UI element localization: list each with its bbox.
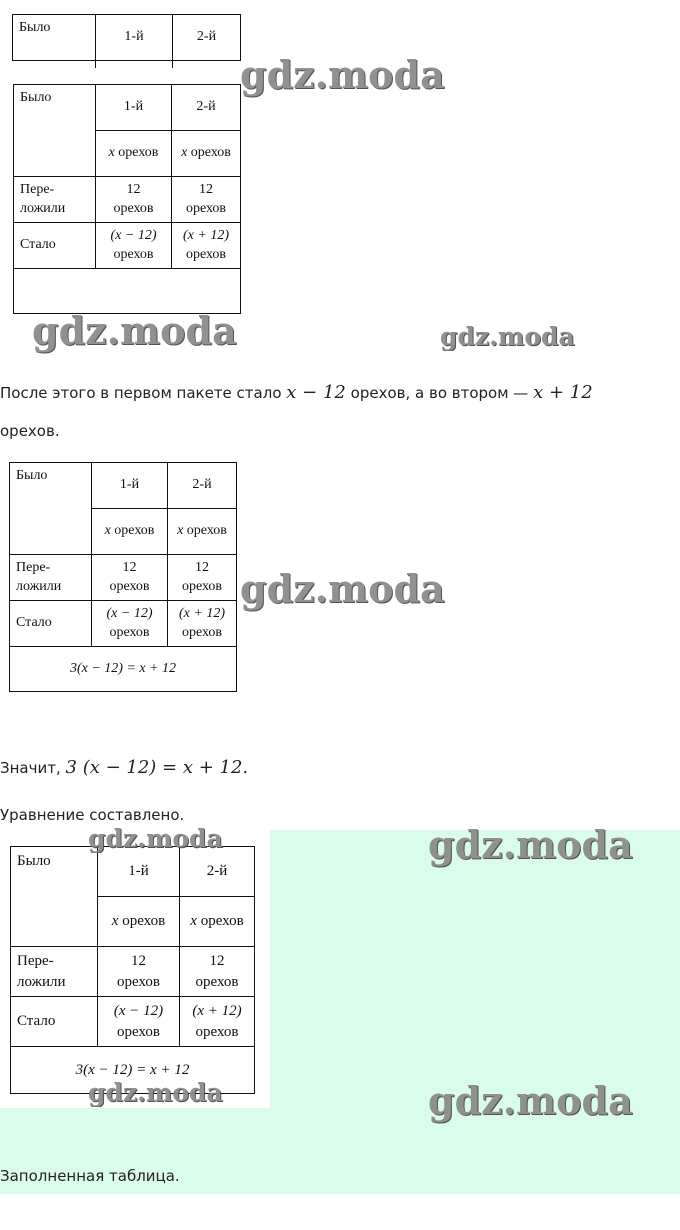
- cell-became-label: Стало: [11, 997, 98, 1047]
- expr-equation: 3 (x − 12) = x + 12.: [65, 757, 249, 778]
- table-partial: [12, 14, 241, 68]
- cell-became-1: (x − 12) орехов: [96, 223, 172, 269]
- expr-x-plus-12: x + 12: [533, 382, 593, 403]
- cell-became-1: (x − 12) орехов: [92, 601, 168, 647]
- col-2: 2-й: [173, 15, 241, 61]
- cell-moved-2: 12 орехов: [168, 555, 237, 601]
- cell-x-nuts-1: x орехов: [98, 897, 180, 947]
- cell-x-nuts-2: x орехов: [168, 509, 237, 555]
- col-2: 2-й: [168, 463, 237, 509]
- cell-moved-label: Пере- ложили: [14, 177, 96, 223]
- col-1: 1-й: [96, 85, 172, 131]
- cell-became-2: (x + 12) орехов: [172, 223, 241, 269]
- watermark-2: gdz.moda: [32, 308, 237, 353]
- table-1: [13, 84, 241, 314]
- cell-was: Было: [14, 85, 96, 177]
- cell-became-label: Стало: [10, 601, 92, 647]
- watermark-6: gdz.moda: [428, 822, 633, 867]
- cell-x-nuts-1: x орехов: [92, 509, 168, 555]
- cell-moved-2: 12 орехов: [180, 947, 255, 997]
- cell-empty-equation: [14, 269, 241, 314]
- cell-became-2: (x + 12) орехов: [168, 601, 237, 647]
- cell-x-nuts-2: x орехов: [180, 897, 255, 947]
- watermark-1: gdz.moda: [240, 52, 445, 97]
- table-2: [9, 462, 237, 692]
- col-2: 2-й: [180, 847, 255, 897]
- col-1: 1-й: [92, 463, 168, 509]
- cell-x-nuts-1: x орехов: [96, 131, 172, 177]
- watermark-7: gdz.moda: [88, 1078, 223, 1107]
- watermark-8: gdz.moda: [428, 1078, 633, 1123]
- col-1: 1-й: [98, 847, 180, 897]
- cell-became-2: (x + 12) орехов: [180, 997, 255, 1047]
- cell-x-nuts-2: x орехов: [172, 131, 241, 177]
- cell-was: Было: [10, 463, 92, 555]
- cell-equation: 3(x − 12) = x + 12: [10, 647, 237, 692]
- cell-moved-1: 12 орехов: [98, 947, 180, 997]
- cell-moved-2: 12 орехов: [172, 177, 241, 223]
- cell-moved-1: 12 орехов: [92, 555, 168, 601]
- cell-was: Было: [13, 15, 96, 61]
- cell-moved-1: 12 орехов: [96, 177, 172, 223]
- expr-x-minus-12: x − 12: [286, 382, 346, 403]
- cell-equation: 3(x − 12) = x + 12: [11, 1047, 255, 1094]
- highlight-block: [270, 830, 680, 1110]
- cell-moved-label: Пере- ложили: [10, 555, 92, 601]
- cell-became-1: (x − 12) орехов: [98, 997, 180, 1047]
- watermark-4: gdz.moda: [240, 566, 445, 611]
- cell-moved-label: Пере- ложили: [11, 947, 98, 997]
- watermark-3: gdz.moda: [440, 322, 575, 351]
- paragraph-3: Уравнение составлено.: [0, 806, 185, 824]
- paragraph-1: После этого в первом пакете стало x − 12 орехов, а во втором — x + 12 орехов.: [0, 382, 593, 440]
- watermark-5: gdz.moda: [88, 824, 223, 853]
- paragraph-2: Значит, 3 (x − 12) = x + 12.: [0, 757, 249, 778]
- table-3: [10, 846, 255, 1094]
- paragraph-4: Заполненная таблица.: [0, 1167, 180, 1185]
- col-1: 1-й: [96, 15, 173, 61]
- col-2: 2-й: [172, 85, 241, 131]
- cell-became-label: Стало: [14, 223, 96, 269]
- cell-was: Было: [11, 847, 98, 947]
